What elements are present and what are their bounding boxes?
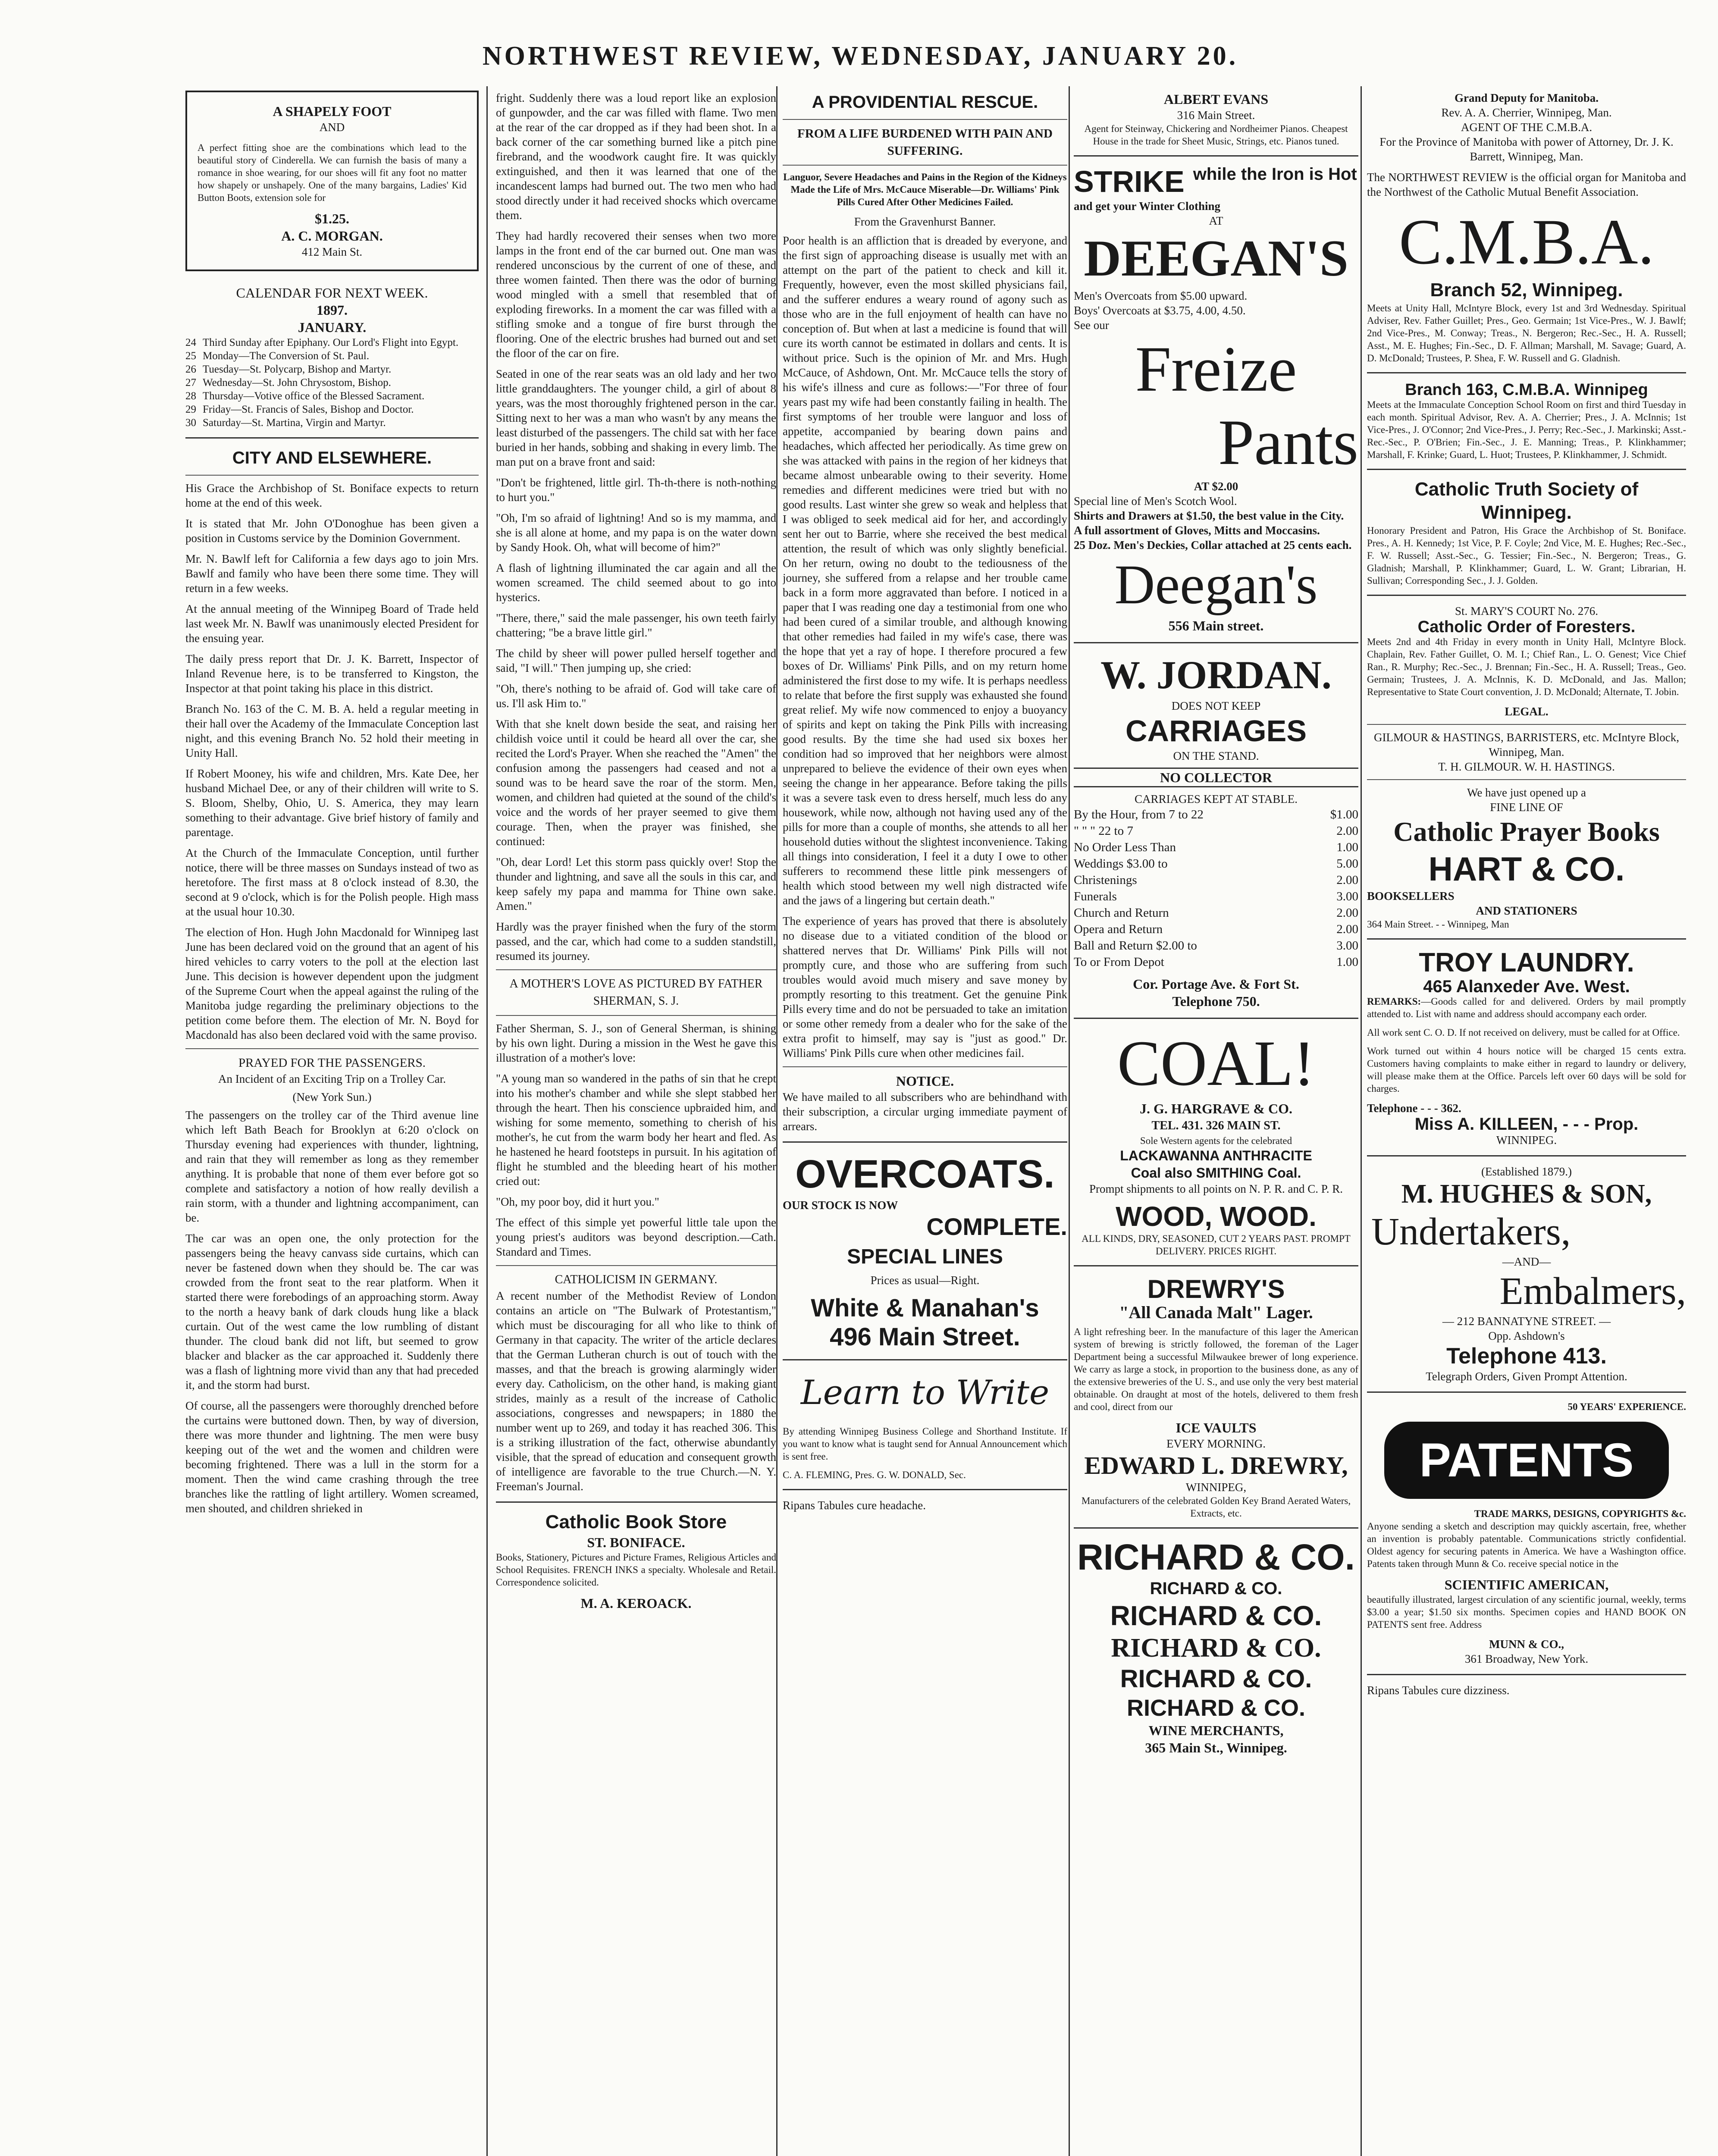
ad-text: A perfect fitting shoe are the combinations which lead to the beautiful story of Cinderella. We can furnish the basis of many a romance in shoe wearing, for our shoes will fit any foot no matter how shapely or unshapely. One of the many bargains, Ladies' Kid Button Boots, extension sole for <box>198 142 467 203</box>
wood-text: ALL KINDS, DRY, SEASONED, CUT 2 YEARS PAST. PROMPT DELIVERY. PRICES RIGHT. <box>1082 1233 1351 1257</box>
malt-heading: "All Canada Malt" Lager. <box>1119 1303 1313 1322</box>
fine-line: FINE LINE OF <box>1490 801 1563 814</box>
news-paragraph: The election of Hon. Hugh John Macdonald for Winnipeg last June has been declared void on the ground that an agent of his hired vehicles to carry voters to the poll at the election last June. This decision is however dependent upon the judgment of the Supreme Court when the appeal against the ruling of the Manitoba judge regarding the preliminary objections to the petition come before them. The election of Mr. N. Boyd for Macdonald has also been declared void with the same proviso. <box>185 926 479 1041</box>
column-rule <box>1361 86 1362 2156</box>
rate-row: " " " 22 to 7 2.00 <box>1074 824 1358 838</box>
calendar-entry: 28 Thursday—Votive office of the Blessed Sacrament. <box>185 390 425 402</box>
learn-to-write-script: Learn to Write <box>800 1373 1050 1412</box>
undertakers: Undertakers, <box>1371 1210 1571 1253</box>
richard-line: RICHARD & CO. <box>1127 1695 1305 1721</box>
calendar-title: CALENDAR FOR NEXT WEEK. <box>236 285 428 301</box>
hargrave-agents: Sole Western agents for the celebrated <box>1140 1135 1292 1146</box>
prayed-title: PRAYED FOR THE PASSENGERS. <box>238 1056 426 1070</box>
ad-title: A SHAPELY FOOT <box>273 103 392 119</box>
richard-line: RICHARD & CO. <box>1111 1633 1321 1663</box>
book-store-name: M. A. KEROACK. <box>580 1595 692 1611</box>
wood-heading: WOOD, WOOD. <box>1116 1201 1317 1232</box>
ad-and: AND <box>319 121 345 134</box>
article-paragraph: "A young man so wandered in the paths of sin that he crept into his mother's chamber and while she slept stabbed her through the heart. Then his conscience upbraided him, and wishing for some memento, something to cherish of his mother's, he cut from the warm body her heart and fled. As he hastened he heard footsteps in pursuit. In his agitation of flight he stumbled and the bleeding heart of his mother cried out: <box>496 1072 776 1188</box>
article-paragraph: Poor health is an affliction that is dreaded by everyone, and the first sign of approaching disease is usually met with an attempt on the part of the patient to check and kill it. Frequently, however, even the most skilled physicians fail, and the sufferer endures a weary round of agony such as those who are in the full enjoyment of health can have no conception of. But when at last a medicine is found that will cure its worth cannot be estimated in dollars and cents. It is without price. Such is the opinion of Mr. and Mrs. Hugh McCauce, of Ashdown, Ont. Mr. McCauce tells the story of his wife's illness and cure as follows:—"For three of four years past my wife had been constantly failing in health. The first symptoms of her trouble were languor and loss of appetite, accompanied by bearing down pains and headaches, which affected her periodically. As time grew on she was attacked with pains in the region of her kidneys that became almost unbearable owing to their severity. Home remedies and different medicines were tried but with no good results. Last winter she grew so weak and helpless that I was obliged to seek medical aid for her, and accordingly sent her out to Barrie, where she received the best medical attention, the result of which was only slightly beneficial. On her return, owing no doubt to the tediousness of the journey, she suffered from a relapse and her trouble came back in a form more aggravated than before. I noticed in a paper that I was reading one day a testimonial from one who had been cured of a similar trouble, and although knowing that other remedies had failed in my wife's case, there was the hope that yet a ray of hope. I therefore procured a few boxes of Dr. Williams' Pink Pills, and on my return home administered the first dose to my wife. It is perhaps needless to relate that before the first supply was exhausted she found great relief. My wife now commenced to enjoy a buoyancy of spirits and kept on taking the Pink Pills with increasing good results. By the time she had used six boxes her condition had so improved that her neighbors were almost unprepared to believe the evidence of their own eyes when seeing the change in her appearance. Before taking the pills it was a severe task even to dress herself, much less do any housework, while now, although not having used any of the pills for more than a couple of months, she attends to all her household duties without the slightest inconvenience. Taking all things into consideration, I feel it a duty I owe to other sufferers to recommend these little pink messengers of health which stood between my well nigh distracted wife and the jaws of a lingering but certain death." <box>783 234 1067 907</box>
calendar-entry: 30 Saturday—St. Martina, Virgin and Martyr. <box>185 417 386 429</box>
scientific-text: beautifully illustrated, largest circulation of any scientific journal, weekly, terms $3.00 a year; $1.50 six months. Specimen copies and HAND BOOK ON PATENTS sent free. Address <box>1367 1594 1686 1630</box>
hughes-opp: Opp. Ashdown's <box>1488 1329 1565 1342</box>
deegan-line: Men's Overcoats from $5.00 upward. <box>1074 289 1248 302</box>
hargrave-name: J. G. HARGRAVE & CO. <box>1139 1101 1293 1116</box>
carriages-heading: CARRIAGES <box>1125 714 1307 748</box>
column-4 <box>1074 91 1358 2156</box>
overcoats-heading: OVERCOATS. <box>795 1152 1055 1196</box>
article-paragraph: With that she knelt down beside the seat, and raising her childish voice until it could be heard all over the car, she recited the Lord's Prayer. When she reached the "Amen" the confusion among the passengers had ceased and not a sound was to be heard save the roar of the storm. Men, women, and children had quieted at the sound of the child's voice and the words of her prayer seemed to give them courage. Then, when the prayer was finished, she continued: <box>496 718 776 848</box>
edward-drewry: EDWARD L. DREWRY, <box>1084 1451 1348 1479</box>
foresters-title: Catholic Order of Foresters. <box>1417 618 1636 636</box>
ad-address: 412 Main St. <box>301 245 363 258</box>
city-section-title: CITY AND ELSEWHERE. <box>232 448 432 467</box>
established: (Established 1879.) <box>1481 1165 1572 1178</box>
deegan-line: A full assortment of Gloves, Mitts and Moccasins. <box>1074 524 1320 537</box>
jordan-sub: DOES NOT KEEP <box>1171 699 1261 712</box>
column-rule <box>486 86 488 2156</box>
ad-price: $1.25. <box>315 211 349 226</box>
article-paragraph: The experience of years has proved that there is absolutely no disease due to a vitiated condition of the blood or shattered nerves that Dr. Williams' Pink Pills will not promptly cure, and those who are suffering from such troubles would avoid much misery and save money by promptly resorting to this treatment. Get the genuine Pink Pills every time and do not be persuaded to take an imitation or some other remedy from a dealer who for the sake of the extra profit to himself, may say is "just as good." Dr. Williams' Pink Pills cure when other medicines fail. <box>783 915 1067 1059</box>
stationers: AND STATIONERS <box>1476 904 1577 917</box>
patents-text: Anyone sending a sketch and description may quickly ascertain, free, whether an invention is probably patentable. Communications strictly confidential. Oldest agency for securing patents in America. We have a Washington office. Patents taken through Munn & Co. receive special notice in the <box>1367 1521 1686 1569</box>
rescue-source: From the Gravenhurst Banner. <box>854 215 996 228</box>
strike-headline: STRIKE while the Iron is Hot <box>1074 165 1357 198</box>
special-lines: SPECIAL LINES <box>847 1245 1003 1268</box>
hart-heading: HART & CO. <box>1428 850 1625 888</box>
hughes-orders: Telegraph Orders, Given Prompt Attention. <box>1426 1370 1627 1383</box>
masthead: NORTHWEST REVIEW, WEDNESDAY, JANUARY 20. <box>482 41 1238 71</box>
article-paragraph: The passengers on the trolley car of the Third avenue line which left Bath Beach for Brooklyn at 6:20 o'clock on Thursday evening had experiences with thunder, lightning, and rain that they will remember as long as they remember anything. It is probable that none of them ever before got so complete and satisfactory a notion of how really devilish a rain storm, with a thunder and lightning accompaniment, can be. <box>185 1109 479 1224</box>
deegan-line: Special line of Men's Scotch Wool. <box>1074 495 1237 508</box>
hart-address: 364 Main Street. - - Winnipeg, Man <box>1367 919 1509 930</box>
evans-text: Agent for Steinway, Chickering and Nordheimer Pianos. Cheapest House in the trade for Sheet Music, Strings, etc. Pianos tuned. <box>1084 123 1348 147</box>
germany-title: CATHOLICISM IN GERMANY. <box>555 1273 718 1286</box>
rate-row: Weddings $3.00 to 5.00 <box>1074 857 1358 871</box>
article-paragraph: Father Sherman, S. J., son of General Sherman, is shining by his own light. During a mission in the West he gave this illustration of a mother's love: <box>496 1022 776 1064</box>
branch-52-text: Meets at Unity Hall, McIntyre Block, every 1st and 3rd Wednesday. Spiritual Adviser, Rev. Father Guillet; Pres., Geo. Germain; 1st Vice-Pres., W. J. Bawlf; 2nd Vice-Pres., M. Conway; Treas., N. Bergeron; Rec.-Sec., H. A. Russell; Asst., M. E. Hughes; Fin.-Sec., D. F. Allman; Marshall, M. Savage; Guard, A. D. McDonald; Trustees, P. Shea, F. W. Russell and G. Gladnish. <box>1367 303 1686 364</box>
troy-heading: TROY LAUNDRY. <box>1419 948 1634 978</box>
rescue-summary: Languor, Severe Headaches and Pains in the Region of the Kidneys Made the Life of Mrs. McCauce Miserable—Dr. Williams' Pink Pills Cured After Other Medicines Failed. <box>783 172 1067 207</box>
book-store-place: ST. BONIFACE. <box>587 1535 685 1550</box>
trademarks: TRADE MARKS, DESIGNS, COPYRIGHTS &c. <box>1474 1508 1686 1519</box>
article-paragraph: "Oh, dear Lord! Let this storm pass quickly over! Stop the thunder and lightning, and save all the souls in this car, and keep safely my papa and mamma for Thine own sake. Amen." <box>496 856 776 912</box>
strike-subtext: and get your Winter Clothing <box>1074 200 1221 213</box>
article-paragraph: The effect of this simple yet powerful little tale upon the young priest's auditors was beyond description.—Cath. Standard and Times. <box>496 1216 776 1258</box>
article-paragraph: Of course, all the passengers were thoroughly drenched before the curtains were buttoned down. Then, by way of diversion, there was more thunder and lightning. The men were busy keeping out of the wet and the women and children were becoming frightened. There was a lull in the storm for a moment. Then the wind came crashing through the tree branches like the rattling of light artillery. Women screamed, men shouted, and children shrieked in <box>185 1399 479 1515</box>
cmba-heading: C.M.B.A. <box>1399 206 1654 278</box>
notice-text: We have mailed to all subscribers who are behindhand with their subscription, a circular urging immediate payment of arrears. <box>783 1091 1067 1133</box>
article-paragraph: A flash of lightning illuminated the car again and all the women screamed. The child seemed about to go into hysterics. <box>496 561 776 604</box>
agent-text: For the Province of Manitoba with power of Attorney, Dr. J. K. Barrett, Winnipeg, Man. <box>1379 135 1674 163</box>
official-text: The NORTHWEST REVIEW is the official organ for Manitoba and the Northwest of the Catholic Mutual Benefit Association. <box>1367 171 1686 198</box>
column-3 <box>783 91 1067 2156</box>
calendar-entry: 27 Wednesday—St. John Chrysostom, Bishop. <box>185 377 391 389</box>
article-paragraph: They had hardly recovered their senses when two more lamps in the front end of the car burned out. One man was rendered unconscious by the current of one of these, and three women fainted. Then there was the odor of burning wood mingled with a smell that resembled that of exploding fireworks. In a moment the car was filled with a stifling smoke and a tongue of fire burst through the flooring. One of the electric brushes had burned out and set the floor of the car on fire. <box>496 229 776 360</box>
article-paragraph: "Don't be frightened, little girl. Th-th-there is noth-nothing to hurt you." <box>496 476 776 504</box>
truth-society-title: Catholic Truth Society of Winnipeg. <box>1414 479 1639 523</box>
calendar-list <box>185 336 479 429</box>
jordan-heading: W. JORDAN. <box>1100 653 1332 697</box>
scientific-american: SCIENTIFIC AMERICAN, <box>1444 1577 1609 1592</box>
calendar-month: JANUARY. <box>298 320 367 335</box>
article-paragraph: "Oh, there's nothing to be afraid of. God will take care of us. I'll ask Him to." <box>496 682 776 710</box>
ice-vaults: ICE VAULTS <box>1176 1420 1257 1435</box>
munn-name: MUNN & CO., <box>1489 1638 1564 1651</box>
rate-row: By the Hour, from 7 to 22 $1.00 <box>1074 808 1358 821</box>
court-title: St. MARY'S COURT No. 276. <box>1455 605 1599 617</box>
richard-line: RICHARD & CO. <box>1077 1537 1355 1577</box>
deegan-line: Boys' Overcoats at $3.75, 4.00, 4.50. <box>1074 304 1246 317</box>
jordan-telephone: Telephone 750. <box>1172 993 1260 1009</box>
calendar-entry: 24 Third Sunday after Epiphany. Our Lord's Flight into Egypt. <box>185 337 459 348</box>
rate-row: Funerals 3.00 <box>1074 890 1358 903</box>
rate-row: Ball and Return $2.00 to 3.00 <box>1074 939 1358 953</box>
hughes-heading: M. HUGHES & SON, <box>1401 1179 1652 1209</box>
college-names: C. A. FLEMING, Pres. G. W. DONALD, Sec. <box>783 1470 966 1480</box>
column-2 <box>496 91 776 2156</box>
wine-merchants: WINE MERCHANTS, <box>1148 1723 1284 1738</box>
agent-title: AGENT OF THE C.M.B.A. <box>1461 121 1593 134</box>
prayed-subtitle: An Incident of an Exciting Trip on a Trolley Car. <box>218 1072 446 1085</box>
every-morning: EVERY MORNING. <box>1166 1437 1266 1450</box>
article-paragraph: A recent number of the Methodist Review of London contains an article on "The Bulwark of Protestantism," which must be discouraging for all who like to think of Germany in that capacity. The writer of the article declares that the German Lutheran church is out of touch with the masses, and that the breach is growing alarmingly wider every day. Catholicism, on the other hand, is making giant strides, mainly as a result of the increase of Catholic associations, congresses and newspapers; in 1880 the number went up to 269, and today it has reached 306. This is a striking illustration of the fact, otherwise abundantly visible, that the spread of education and consequent growth of intelligence are favorable to the true Church.—N. Y. Freeman's Journal. <box>496 1289 776 1493</box>
article-paragraph: "Oh, I'm so afraid of lightning! And so is my mamma, and she is all alone at home, and my papa is on the water down by Sandy Hook. Oh, what will become of him?" <box>496 511 776 554</box>
and-text: —AND— <box>1502 1255 1551 1268</box>
opened-text: We have just opened up a <box>1467 786 1586 799</box>
rate-row: Church and Return 2.00 <box>1074 906 1358 920</box>
rescue-title: A PROVIDENTIAL RESCUE. <box>812 93 1038 112</box>
freize-heading: Freize <box>1135 333 1297 405</box>
no-collector: NO COLLECTOR <box>1074 768 1358 787</box>
column-rule <box>1069 86 1070 2156</box>
foresters-text: Meets 2nd and 4th Friday in every month in Unity Hall, McIntyre Block. Chaplain, Rev. Father Guillet, O. M. I.; Chief Ran., L. O. Genest; Vice Chief Ran., R. Murphy; Rec.-Sec., J. Brennan; Fin.-Sec., H. A. Russell; Treas., Geo. Germain; Trustees, J. A. McInnis, K. D. McDonald, and Jas. Mallon; Representative to State Court convention, J. D. McDonald; Alternate, T. Jobin. <box>1367 636 1686 697</box>
news-paragraph: His Grace the Archbishop of St. Boniface expects to return home at the end of this week. <box>185 482 479 509</box>
article-paragraph: "Oh, my poor boy, did it hurt you." <box>496 1195 659 1208</box>
branch-52-title: Branch 52, Winnipeg. <box>1430 279 1623 301</box>
smithing-coal: Coal also SMITHING Coal. <box>1131 1165 1301 1181</box>
pants-price: AT $2.00 <box>1194 480 1238 493</box>
article-paragraph: Seated in one of the rear seats was an old lady and her two little granddaughters. The younger child, a girl of about 8 years, was the most thoroughly frightened person in the car. Sitting next to her was a man who wasn't by any means the least disturbed of the passengers. The child sat with her face buried in her hands, sobbing and shaking in every limb. The man put on a brave front and said: <box>496 367 776 468</box>
column-rule <box>776 86 777 2156</box>
white-manahan-address: 496 Main Street. <box>830 1323 1020 1351</box>
column-1 <box>185 91 479 2156</box>
branch-163-text: Meets at the Immaculate Conception School Room on first and third Tuesday in each month. Spiritual Advisor, Rev. A. A. Cherrier; Pres., J. A. McInnis; 1st Vice-Pres., J. O'Connor; 2nd Vice-Pres., J. Perry; Rec.-Sec., J. Markinski; Asst.-Rec.-Sec., P. O'Brien; Fin.-Sec., J. E. Manning; Treas., P. Klinkhammer; Marshall, F. Krinke; Guard, L. Huot; Trustees, P. Klinkhammer, J. Schmidt. <box>1367 399 1686 460</box>
rates-table <box>1074 806 1358 970</box>
shipments: Prompt shipments to all points on N. P. R. and C. P. R. <box>1089 1182 1343 1195</box>
ad-name: A. C. MORGAN. <box>281 228 383 244</box>
drewry-mfr: Manufacturers of the celebrated Golden Key Brand Aerated Waters, Extracts, etc. <box>1081 1495 1351 1519</box>
book-store-text: Books, Stationery, Pictures and Picture Frames, Religious Articles and School Requisites. FRENCH INKS a specialty. Wholesale and Retail. Correspondence solicited. <box>496 1552 776 1588</box>
years-experience: 50 YEARS' EXPERIENCE. <box>1568 1401 1686 1412</box>
hughes-address: — 212 BANNATYNE STREET. — <box>1442 1315 1611 1328</box>
booksellers: BOOKSELLERS <box>1367 890 1455 903</box>
rate-row: Christenings 2.00 <box>1074 873 1358 887</box>
truth-society-text: Honorary President and Patron, His Grace the Archbishop of St. Boniface. Pres., A. H. Kennedy; 1st Vice, P. F. Coyle; 2nd Vice, M. E. Hughes; Rec.-Sec., F. W. Russell; Asst.-Sec., G. Tessier; Fin.-Sec., N. Bergeron; Treas., G. Gladnish; Marshall, P. Klinkhammer; Guard, L. W. Grant; Librarian, H. Sullivan; Corresponding Sec., J. J. Golden. <box>1367 525 1686 586</box>
gilmour-names: T. H. GILMOUR. W. H. HASTINGS. <box>1438 760 1615 773</box>
rates-title: CARRIAGES KEPT AT STABLE. <box>1135 793 1298 805</box>
deputy-name: Rev. A. A. Cherrier, Winnipeg, Man. <box>1441 106 1612 119</box>
troy-address: 465 Alanxeder Ave. West. <box>1423 977 1630 996</box>
lackawanna: LACKAWANNA ANTHRACITE <box>1120 1148 1312 1163</box>
drewry-heading: DREWRY'S <box>1147 1275 1285 1304</box>
mother-title: A MOTHER'S LOVE AS PICTURED BY FATHER SHERMAN, S. J. <box>509 977 763 1008</box>
deputy-title: Grand Deputy for Manitoba. <box>1454 91 1599 104</box>
news-paragraph: Mr. N. Bawlf left for California a few days ago to join Mrs. Bawlf and family who have been there some time. They will return in a few weeks. <box>185 552 479 595</box>
jordan-address: Cor. Portage Ave. & Fort St. <box>1133 976 1299 992</box>
college-text: By attending Winnipeg Business College and Shorthand Institute. If you want to know what is taught send for Annual Announcement which is sent free. <box>783 1426 1067 1462</box>
rate-row: To or From Depot 1.00 <box>1074 955 1358 969</box>
pants-heading: Pants <box>1218 407 1358 478</box>
killeen-prop: Miss A. KILLEEN, - - - Prop. <box>1414 1115 1639 1134</box>
rescue-subtitle: FROM A LIFE BURDENED WITH PAIN AND SUFFERING. <box>797 127 1053 158</box>
evans-name: ALBERT EVANS <box>1163 91 1269 107</box>
gilmour-text: GILMOUR & HASTINGS, BARRISTERS, etc. McIntyre Block, Winnipeg, Man. <box>1374 731 1679 758</box>
drewry-city: WINNIPEG, <box>1185 1481 1247 1494</box>
column-5 <box>1367 91 1686 2156</box>
troy-extra: Work turned out within 4 hours notice will be charged 15 cents extra. Customers having complaints to make either in regard to laundry or delivery, will please make them at the Office. Parcels left over 60 days will be sold for charges. <box>1367 1046 1686 1094</box>
hughes-telephone: Telephone 413. <box>1446 1344 1607 1369</box>
deegans-heading: DEEGAN'S <box>1084 229 1348 287</box>
white-manahan-name: White & Manahan's <box>811 1294 1039 1322</box>
article-paragraph: fright. Suddenly there was a loud report like an explosion of gunpowder, and the car was filled with flame. Two men at the rear of the car dropped as if they had been shot. In a back corner of the car something burned like a pitch pine firebrand, and the woodwork caught fire. It was quickly extinguished, and then it was learned that one of the incandescent lamps had burned out. The two men who had stood directly under it had received shocks which overcame them. <box>496 91 776 222</box>
deegan-see-our: See our <box>1074 319 1109 332</box>
deegan-line: 25 Doz. Men's Deckies, Collar attached at 25 cents each. <box>1074 539 1352 552</box>
news-paragraph: It is stated that Mr. John O'Donoghue has been given a position in Customs service by the Dominion Government. <box>185 517 479 545</box>
richard-line: RICHARD & CO. <box>1120 1665 1312 1693</box>
troy-telephone: Telephone - - - 362. <box>1367 1102 1461 1115</box>
killeen-city: WINNIPEG. <box>1496 1134 1557 1147</box>
article-paragraph: Hardly was the prayer finished when the fury of the storm passed, and the car, which had come to a sudden standstill, resumed its journey. <box>496 920 776 962</box>
troy-remarks: REMARKS:—Goods called for and delivered. Orders by mail promptly attended to. List with name and address should accompany each order. <box>1367 996 1686 1019</box>
branch-163-title: Branch 163, C.M.B.A. Winnipeg <box>1405 381 1648 399</box>
rate-row: No Order Less Than 1.00 <box>1074 840 1358 854</box>
ripans-ad: Ripans Tabules cure headache. <box>783 1499 926 1512</box>
article-paragraph: The child by sheer will power pulled herself together and said, "I will." Then jumping up, she cried: <box>496 647 776 674</box>
embalmers: Embalmers, <box>1499 1270 1686 1313</box>
article-paragraph: The car was an open one, the only protection for the passengers being the heavy canvass side curtains, which can never be fastened down when they should be. The car was crowded from the front seat to the rear platform. When it started there were forebodings of an approaching storm. Away to the north a heavy bank of dark clouds hung like a black curtain. Out of the west came the low rumbling of distant thunder. The cloud bank did not lift, but seemed to grow blacker and blacker as the car approached it. Suddenly there was a flash of lightning more vivid than any that had preceded it, and the storm had burst. <box>185 1232 479 1391</box>
prayer-books-heading: Catholic Prayer Books <box>1393 816 1660 847</box>
prayed-source: (New York Sun.) <box>292 1091 372 1103</box>
rate-row: Opera and Return 2.00 <box>1074 922 1358 936</box>
deegan-line: Shirts and Drawers at $1.50, the best value in the City. <box>1074 509 1344 522</box>
drewry-text: A light refreshing beer. In the manufacture of this lager the American system of brewing is strictly followed, the foreman of the Lager Department being a successful Milwaukee brewer of long experience. We carry as large a stock, in proportion to the business done, as any of the extensive breweries of the U. S., and use only the very best material obtainable. On draught at most of the hotels, delivered to them fresh and cool, direct from our <box>1074 1326 1358 1412</box>
legal-heading: LEGAL. <box>1505 705 1549 718</box>
article-paragraph: "There, there," said the male passenger, his own teeth fairly chattering; "be a brave little girl." <box>496 611 776 639</box>
on-stand: ON THE STAND. <box>1173 749 1259 762</box>
shoe-advertisement <box>185 91 479 271</box>
evans-address: 316 Main Street. <box>1177 109 1255 122</box>
news-paragraph: At the Church of the Immaculate Conception, until further notice, there will be three masses on Sundays instead of two as heretofore. The first mass at 8 o'clock instead of 8.30, the second at 9 o'clock, which is for the Polish people. High mass at the usual hour 10.30. <box>185 846 479 918</box>
richard-line: RICHARD & CO. <box>1110 1600 1322 1631</box>
prices-text: Prices as usual—Right. <box>870 1274 980 1287</box>
complete-text: COMPLETE. <box>926 1213 1067 1240</box>
calendar-year: 1897. <box>317 302 348 318</box>
calendar-entry: 25 Monday—The Conversion of St. Paul. <box>185 350 370 362</box>
deegan-address: 556 Main street. <box>1168 618 1264 633</box>
deegan-script-logo: Deegan's <box>1114 554 1318 616</box>
patents-banner: PATENTS <box>1384 1422 1669 1499</box>
news-paragraph: At the annual meeting of the Winnipeg Board of Trade held last week Mr. N. Bawlf was unanimously elected President for the ensuing year. <box>185 602 479 645</box>
news-paragraph: If Robert Mooney, his wife and children, Mrs. Kate Dee, her husband Michael Dee, or any of their children will write to S. S. Bloom, Shelby, Ohio, U. S. America, they may learn something to their advantage. Give brief history of family and parentage. <box>185 767 479 839</box>
news-paragraph: The daily press report that Dr. J. K. Barrett, Inspector of Inland Revenue here, is to be transferred to Kingston, the Inspector at that point taking his place in this district. <box>185 652 479 695</box>
ripans-ad: Ripans Tabules cure dizziness. <box>1367 1684 1510 1697</box>
troy-cod: All work sent C. O. D. If not received on delivery, must be called for at Office. <box>1367 1027 1680 1038</box>
book-store-title: Catholic Book Store <box>545 1511 727 1532</box>
coal-heading: COAL! <box>1117 1028 1315 1099</box>
at-label: AT <box>1209 214 1223 227</box>
notice-title: NOTICE. <box>896 1073 954 1089</box>
munn-address: 361 Broadway, New York. <box>1464 1652 1589 1665</box>
richard-line: RICHARD & CO. <box>1150 1579 1282 1598</box>
calendar-entry: 29 Friday—St. Francis of Sales, Bishop and Doctor. <box>185 404 414 415</box>
richard-address: 365 Main St., Winnipeg. <box>1145 1740 1287 1755</box>
stock-text: OUR STOCK IS NOW <box>783 1199 898 1212</box>
news-paragraph: Branch No. 163 of the C. M. B. A. held a regular meeting in their hall over the Academy of the Immaculate Conception last night, and this evening Branch No. 52 hold their meeting in Unity Hall. <box>185 702 479 759</box>
hargrave-tel: TEL. 431. 326 MAIN ST. <box>1151 1119 1281 1132</box>
calendar-entry: 26 Tuesday—St. Polycarp, Bishop and Martyr. <box>185 364 392 375</box>
